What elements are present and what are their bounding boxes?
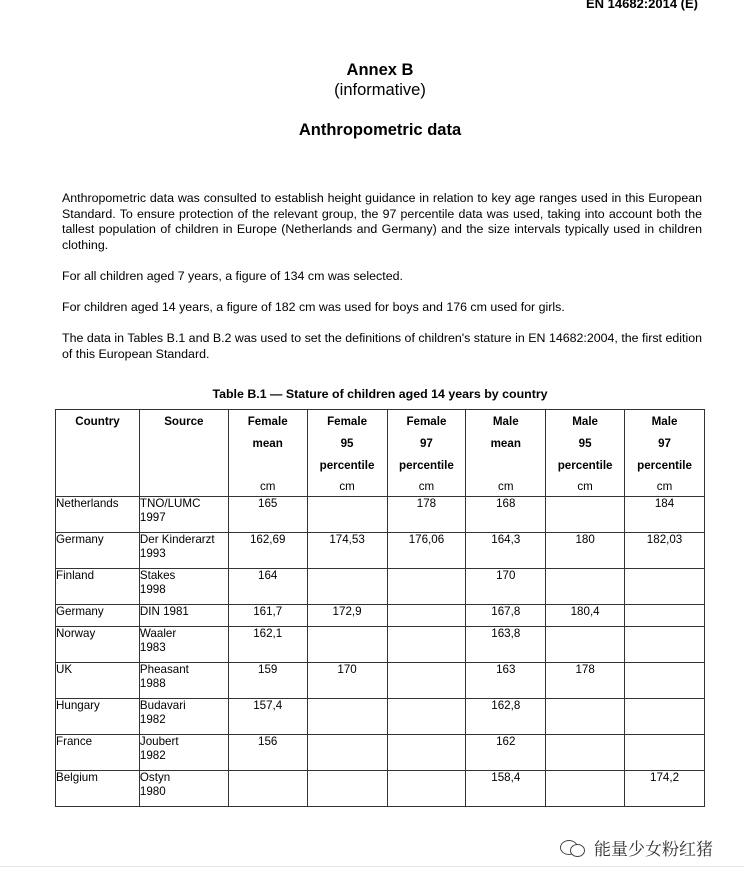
value-cell: 165: [228, 497, 307, 533]
column-header-label: Male: [492, 415, 519, 428]
value-cell: [307, 771, 387, 807]
value-cell: 167,8: [466, 605, 546, 627]
value-cell: 162,8: [466, 699, 546, 735]
source-line: DIN 1981: [139, 605, 189, 618]
table-row: [56, 735, 705, 771]
column-unit: cm: [498, 480, 514, 493]
column-header-label: Female: [247, 415, 288, 428]
value-cell: 163: [466, 663, 546, 699]
table-body: [56, 497, 705, 807]
document-code: EN 14682:2014 (E): [585, 0, 698, 11]
column-header-label: Source: [164, 415, 204, 428]
source-line: 1980: [139, 784, 166, 798]
column-header-label: Male: [651, 415, 678, 428]
column-header-label: 97: [658, 437, 671, 450]
column-header-label: percentile: [319, 459, 375, 472]
value-cell: 174,2: [625, 771, 705, 807]
column-header-label: mean: [252, 437, 283, 450]
column-header: [307, 410, 387, 497]
paragraph-tables: The data in Tables B.1 and B.2 was used to set the definitions of children's stature in EN 14682:2004, the first edition of this European Standard.: [62, 331, 702, 361]
value-cell: [625, 627, 705, 663]
source-line: 1982: [139, 748, 166, 762]
column-unit: cm: [577, 480, 593, 493]
value-cell: [307, 497, 387, 533]
value-cell: 164,3: [466, 533, 546, 569]
value-cell: [387, 771, 466, 807]
value-cell: 184: [625, 497, 705, 533]
column-header: [387, 410, 466, 497]
section-title: Anthropometric data: [298, 121, 462, 139]
source-line: 1983: [139, 640, 166, 654]
paragraph-intro: Anthropometric data was consulted to establish height guidance in relation to key age ranges used in this European Standard. To ensure protection of the relevant group, the 97 percentile data was used, taking into account both the tallest population of children in Europe (Netherlands and Germany) and the size intervals typically used in children clothing.: [62, 191, 702, 252]
value-cell: [387, 663, 466, 699]
paragraph-age-7: For all children aged 7 years, a figure of 134 cm was selected.: [62, 269, 403, 283]
country-cell: Germany: [56, 533, 140, 569]
value-cell: 156: [228, 735, 307, 771]
column-header-label: Female: [327, 415, 368, 428]
paragraph-age-14: For children aged 14 years, a figure of 182 cm was used for boys and 176 cm used for girls.: [62, 300, 565, 314]
watermark-text: 能量少女粉红猪: [594, 840, 713, 860]
table-row: [56, 699, 705, 735]
value-cell: 172,9: [307, 605, 387, 627]
table-row: [56, 663, 705, 699]
source-line: Joubert: [139, 735, 179, 748]
column-header-label: mean: [490, 437, 521, 450]
column-header-label: Country: [75, 415, 120, 428]
source-line: Waaler: [139, 627, 177, 640]
source-line: 1993: [139, 546, 166, 560]
column-header-label: 95: [578, 437, 592, 450]
country-cell: Hungary: [56, 699, 140, 735]
value-cell: 162,1: [228, 627, 307, 663]
table-row: [56, 533, 705, 569]
value-cell: 170: [466, 569, 546, 605]
column-header: [228, 410, 307, 497]
table-row: [56, 569, 705, 605]
source-line: 1998: [139, 582, 166, 596]
value-cell: [387, 627, 466, 663]
value-cell: 178: [387, 497, 466, 533]
watermark: [558, 835, 713, 860]
value-cell: [625, 569, 705, 605]
source-line: Der Kinderarzt: [139, 533, 215, 546]
value-cell: [625, 735, 705, 771]
table-header-row: [56, 410, 705, 497]
value-cell: [546, 699, 625, 735]
value-cell: [546, 569, 625, 605]
source-line: 1982: [139, 712, 166, 726]
value-cell: 161,7: [228, 605, 307, 627]
value-cell: 178: [546, 663, 625, 699]
column-header-label: percentile: [557, 459, 613, 472]
table-caption: Table B.1 — Stature of children aged 14 years by country: [212, 387, 548, 401]
table-row: [56, 497, 705, 533]
table-row: [56, 627, 705, 663]
value-cell: [387, 699, 466, 735]
country-cell: France: [56, 735, 140, 771]
source-cell: [139, 627, 228, 663]
source-cell: [139, 771, 228, 807]
source-cell: [139, 497, 228, 533]
value-cell: [387, 605, 466, 627]
value-cell: [387, 569, 466, 605]
value-cell: [625, 605, 705, 627]
column-unit: cm: [656, 480, 673, 493]
value-cell: [546, 497, 625, 533]
column-header: [466, 410, 546, 497]
value-cell: [546, 771, 625, 807]
table-row: [56, 605, 705, 627]
source-line: 1997: [139, 510, 166, 524]
value-cell: [307, 569, 387, 605]
column-header-label: Male: [572, 415, 598, 428]
source-line: TNO/LUMC: [139, 497, 201, 510]
source-cell: [139, 699, 228, 735]
value-cell: 180: [546, 533, 625, 569]
bottom-divider: [0, 866, 744, 867]
value-cell: 163,8: [466, 627, 546, 663]
source-cell: [139, 605, 228, 627]
country-cell: Finland: [56, 569, 140, 605]
table-row: [56, 771, 705, 807]
value-cell: 176,06: [387, 533, 466, 569]
country-cell: Germany: [56, 605, 140, 627]
column-header: [56, 410, 140, 497]
column-header: [546, 410, 625, 497]
annex-title: Annex B: [346, 61, 414, 79]
country-cell: Netherlands: [56, 497, 140, 533]
source-line: Budavari: [139, 699, 186, 712]
value-cell: [546, 735, 625, 771]
source-line: Pheasant: [139, 663, 189, 676]
value-cell: 159: [228, 663, 307, 699]
value-cell: [228, 771, 307, 807]
source-cell: [139, 533, 228, 569]
wechat-icon: [558, 838, 588, 858]
source-cell: [139, 569, 228, 605]
value-cell: [387, 735, 466, 771]
value-cell: [307, 735, 387, 771]
value-cell: [546, 627, 625, 663]
value-cell: [625, 663, 705, 699]
source-cell: [139, 735, 228, 771]
column-header-label: 97: [419, 437, 433, 450]
country-cell: UK: [56, 663, 140, 699]
column-unit: cm: [339, 480, 355, 493]
stature-table: [55, 409, 705, 807]
value-cell: 164: [228, 569, 307, 605]
value-cell: 157,4: [228, 699, 307, 735]
column-header-label: percentile: [637, 459, 692, 472]
source-line: Stakes: [139, 569, 176, 582]
value-cell: 182,03: [625, 533, 705, 569]
column-header-label: 95: [340, 437, 354, 450]
value-cell: 170: [307, 663, 387, 699]
column-unit: cm: [259, 480, 276, 493]
column-header-label: percentile: [399, 459, 454, 472]
source-line: Ostyn: [139, 771, 171, 784]
value-cell: 162,69: [228, 533, 307, 569]
value-cell: 168: [466, 497, 546, 533]
column-header-label: Female: [406, 415, 447, 428]
annex-subtitle: (informative): [334, 81, 426, 99]
value-cell: [625, 699, 705, 735]
country-cell: Norway: [56, 627, 140, 663]
value-cell: 162: [466, 735, 546, 771]
column-header: [625, 410, 705, 497]
source-cell: [139, 663, 228, 699]
source-line: 1988: [139, 676, 166, 690]
column-unit: cm: [418, 480, 435, 493]
value-cell: [307, 699, 387, 735]
value-cell: 158,4: [466, 771, 546, 807]
value-cell: 174,53: [307, 533, 387, 569]
value-cell: 180,4: [546, 605, 625, 627]
country-cell: Belgium: [56, 771, 140, 807]
value-cell: [307, 627, 387, 663]
column-header: [139, 410, 228, 497]
